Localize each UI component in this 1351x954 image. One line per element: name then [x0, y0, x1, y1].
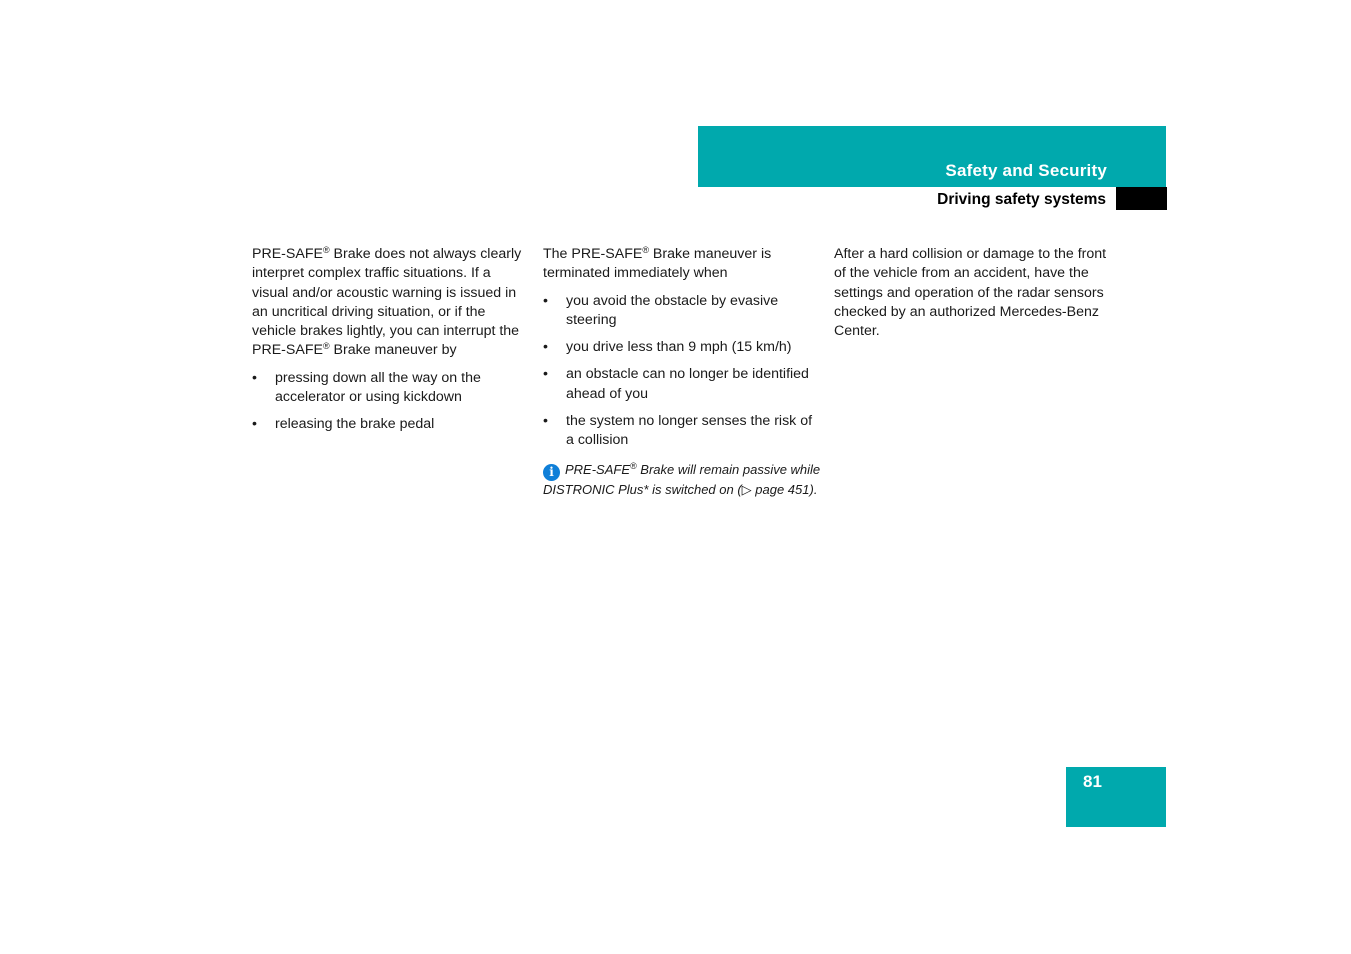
page-number: 81	[1083, 772, 1102, 791]
chapter-title: Safety and Security	[945, 161, 1107, 180]
bullet-icon: •	[543, 366, 548, 383]
info-icon: i	[543, 464, 560, 481]
list-item: • an obstacle can no longer be identified ahead of you	[543, 366, 809, 402]
bullet-icon: •	[252, 416, 257, 433]
column-middle	[543, 245, 821, 498]
list-item: • you avoid the obstacle by evasive steering	[543, 292, 779, 328]
column-right	[834, 245, 1112, 349]
collision-paragraph: After a hard collision or damage to the front of the vehicle from an accident, have the settings and operation of the radar sensors checked by an authorized Mercedes-Benz Center.	[834, 246, 1107, 340]
chapter-header-band	[698, 126, 1166, 187]
section-marker	[1116, 187, 1167, 210]
interrupt-list	[252, 369, 530, 435]
bullet-icon: •	[252, 369, 257, 386]
list-item: • the system no longer senses the risk of a collision	[543, 413, 813, 449]
list-item: • pressing down all the way on the accelerator or using kickdown	[252, 369, 481, 406]
registered-mark: ®	[322, 245, 330, 255]
termination-paragraph: The PRE-SAFE® Brake maneuver is terminated immediately when	[543, 245, 772, 282]
section-title: Driving safety systems	[937, 191, 1106, 208]
bullet-icon: •	[543, 292, 548, 309]
registered-mark: ®	[642, 245, 649, 255]
page-number-box	[1066, 767, 1166, 827]
intro-paragraph: PRE-SAFE® Brake does not always clearly interpret complex traffic situations. If a visual and/or acoustic warning is issued in an uncritical driving situation, or if the vehicle brakes lightly, you can interrupt the PRE-SAFE® Brake maneuver by	[252, 245, 522, 359]
column-left	[252, 245, 530, 443]
termination-list	[543, 292, 821, 451]
bullet-icon: •	[543, 413, 548, 430]
list-item: • you drive less than 9 mph (15 km/h)	[543, 338, 821, 357]
registered-mark: ®	[322, 341, 330, 352]
list-item: • releasing the brake pedal	[252, 415, 530, 434]
info-note: i PRE-SAFE® Brake will remain passive while DISTRONIC Plus* is switched on (▷ page 451).	[543, 460, 821, 497]
registered-mark: ®	[630, 460, 637, 471]
bullet-icon: •	[543, 339, 548, 356]
